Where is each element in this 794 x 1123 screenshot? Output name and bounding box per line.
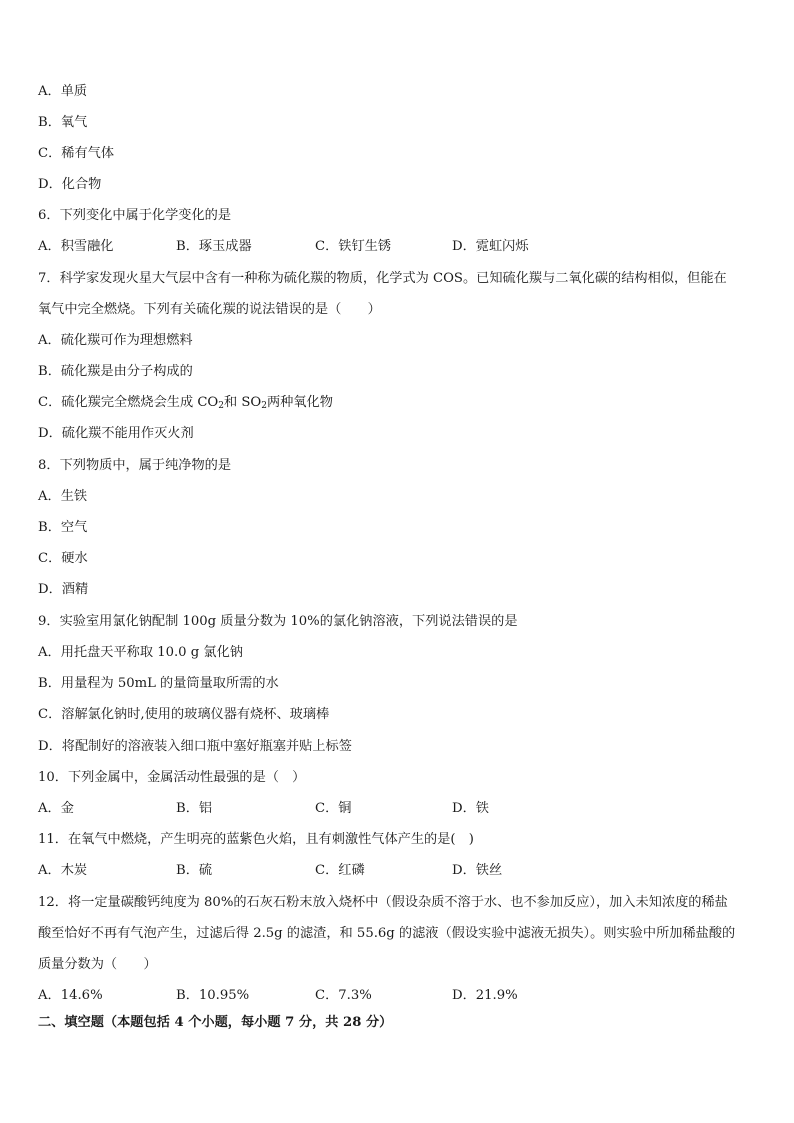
q12-option-b: B．10.95%	[176, 988, 250, 1003]
q6-option-d: D．霓虹闪烁	[452, 239, 529, 254]
q8-option-a: A．生铁	[38, 489, 88, 504]
q10-option-a: A．金	[38, 801, 74, 816]
q5-option-d: D．化合物	[38, 177, 102, 192]
q12-stem-line3: 质量分数为（ ）	[38, 957, 157, 972]
q12-stem-line1: 12．将一定量碳酸钙纯度为 80%的石灰石粉末放入烧杯中（假设杂质不溶于水、也不参加反应），加入未知浓度的稀盐	[38, 895, 728, 910]
q7-option-c-mid: 和 SO	[223, 395, 262, 410]
q10-option-d: D．铁	[452, 801, 489, 816]
q5-option-b: B．氧气	[38, 115, 88, 130]
q6-option-b: B．琢玉成器	[176, 239, 252, 254]
q11-option-a: A．木炭	[38, 863, 88, 878]
q12-stem-line2: 酸至恰好不再有气泡产生，过滤后得 2.5g 的滤渣，和 55.6g 的滤液（假设实验中滤液无损失）。则实验中所加稀盐酸的	[38, 926, 736, 941]
q8-stem: 8．下列物质中，属于纯净物的是	[38, 458, 232, 473]
q6-option-a: A．积雪融化	[38, 239, 114, 254]
q12-option-a: A．14.6%	[38, 988, 103, 1003]
q8-option-c: C．硬水	[38, 551, 88, 566]
q10-option-c: C．铜	[315, 801, 352, 816]
q9-option-d: D．将配制好的溶液装入细口瓶中塞好瓶塞并贴上标签	[38, 739, 352, 754]
q7-stem-line2: 氧气中完全燃烧。下列有关硫化羰的说法错误的是（ ）	[38, 302, 381, 317]
q11-option-c: C．红磷	[315, 863, 365, 878]
q9-stem: 9．实验室用氯化钠配制 100g 质量分数为 10%的氯化钠溶液，下列说法错误的是	[38, 614, 518, 629]
q11-option-b: B．硫	[176, 863, 213, 878]
q5-option-c: C．稀有气体	[38, 146, 115, 161]
q7-option-c	[38, 394, 333, 415]
q7-option-d: D．硫化羰不能用作灭火剂	[38, 426, 194, 441]
q8-option-b: B．空气	[38, 520, 88, 535]
q12-option-c: C．7.3%	[315, 988, 372, 1003]
q11-option-d: D．铁丝	[452, 863, 503, 878]
q12-option-d: D．21.9%	[452, 988, 518, 1003]
q6-option-c: C．铁钉生锈	[315, 239, 392, 254]
section-heading: 二、填空题（本题包括 4 个小题，每小题 7 分，共 28 分）	[38, 1015, 393, 1030]
q7-option-c-pre: C．硫化羰完全燃烧会生成 CO	[38, 395, 219, 410]
subscript: 2	[261, 401, 267, 411]
q10-option-b: B．铝	[176, 801, 213, 816]
q9-option-b: B．用量程为 50mL 的量筒量取所需的水	[38, 676, 279, 691]
q11-stem: 11．在氧气中燃烧，产生明亮的蓝紫色火焰，且有刺激性气体产生的是( )	[38, 832, 474, 847]
q7-option-c-post: 两种氧化物	[266, 395, 333, 410]
q6-stem: 6．下列变化中属于化学变化的是	[38, 208, 232, 223]
q8-option-d: D．酒精	[38, 582, 89, 597]
q7-stem-line1: 7．科学家发现火星大气层中含有一种称为硫化羰的物质，化学式为 COS。已知硫化羰与二氧化碳的结构相似，但能在	[38, 271, 727, 286]
q10-stem: 10．下列金属中，金属活动性最强的是（ ）	[38, 770, 306, 785]
q7-option-b: B．硫化羰是由分子构成的	[38, 364, 193, 379]
q5-option-a: A．单质	[38, 84, 88, 99]
q9-option-a: A．用托盘天平称取 10.0 g 氯化钠	[38, 645, 243, 660]
subscript: 2	[218, 401, 224, 411]
q7-option-a: A．硫化羰可作为理想燃料	[38, 333, 193, 348]
q9-option-c: C．溶解氯化钠时,使用的玻璃仪器有烧杯、玻璃棒	[38, 707, 330, 722]
